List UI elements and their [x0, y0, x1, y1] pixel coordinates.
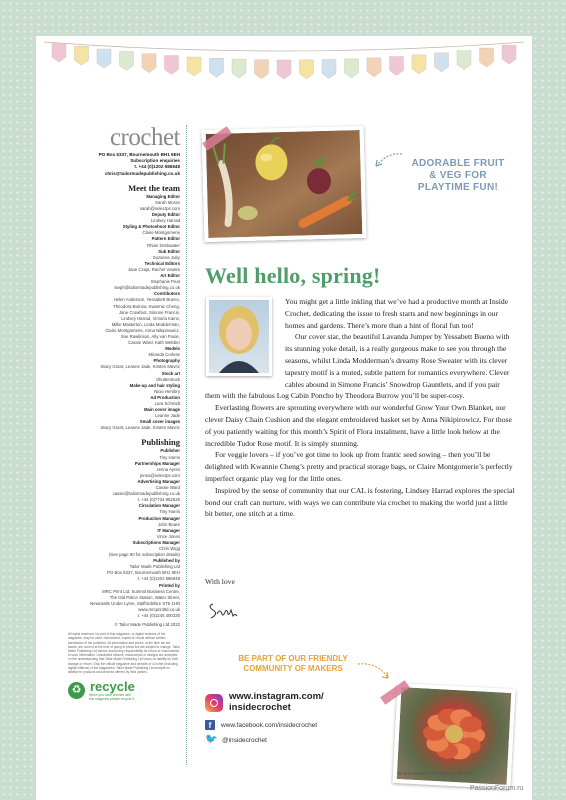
bunting-flag: [97, 49, 111, 68]
credit-role: Art Editor: [160, 273, 180, 279]
credit-role: Stock art: [161, 370, 180, 376]
credit-role: Main cover image: [143, 407, 180, 413]
credit-name: Jane Crowfoot, Simone Francis,: [118, 309, 180, 315]
credit-name: Jane Czaja, Rachel Vowles: [127, 266, 180, 272]
credit-role: Technical Editors: [144, 260, 180, 266]
editorial-paragraph: For veggie lovers – if you’ve got time to look up from frantic seed sowing – then you’ll be delighted with Kwannie Cheng’s pretty and practical storage bags, or Claire Montgomerie’s perfectly imperfect organic play veg for the little ones.: [205, 450, 513, 483]
twitter-icon: 🐦: [205, 734, 218, 745]
credit-name[interactable]: jenna@selectps.com: [140, 472, 180, 478]
credit-role: Ad Production: [150, 394, 180, 400]
credit-role: Models: [165, 346, 180, 352]
editorial-paragraph: You might get a little inkling that we’ve had a productive month at Inside Crochet, dedicating the issue to fresh starts and new beginnings in our homes and gardens. There’s more than a hint of floral fun too!: [285, 297, 508, 330]
bunting-flag: [435, 53, 449, 72]
masthead-sidebar: [68, 125, 180, 765]
bunting-flag: [232, 59, 246, 78]
bunting-flag: [300, 60, 314, 79]
masthead-address: PO Box 6337, Bournemouth BH1 9EH Subscription enquiries t. +44 (0)1202 586848 chris@tailormadepublishing.co.uk: [68, 152, 180, 177]
credit-name: Jenna Ayres: [156, 466, 180, 472]
credit-name: Stephanie Peat: [150, 279, 180, 285]
credit-name: Newcastle Under Lyme, Staffordshire ST5 1HN: [90, 600, 180, 606]
credit-role: Printed by: [158, 582, 180, 588]
bunting-flag: [480, 48, 494, 67]
callout-arrow-icon: [370, 150, 404, 174]
recycle-logo: ♻ recycle When you have finished with this magazine please recycle it.: [68, 680, 180, 701]
instagram-link[interactable]: www.instagram.com/ insidecrochet: [205, 692, 395, 713]
bunting-decoration: [36, 36, 532, 91]
credit-name: t. +44 (0)1245 400330: [137, 613, 180, 618]
copyright: © Tailor Made Publishing Ltd 2022: [114, 622, 180, 628]
editor-signature: [205, 598, 245, 624]
community-callout: BE PART OF OUR FRIENDLY COMMUNITY OF MAKERS: [238, 654, 348, 673]
bunting-flag: [390, 57, 404, 76]
credit-name: The Old Police Station, Water Street,: [109, 594, 180, 600]
credit-name: Lindsey Harrad, Victoria Kains,: [121, 315, 180, 321]
credit-name: t. +44 (0)1202 586848: [137, 576, 180, 582]
editorial-headline: Well hello, spring!: [205, 263, 381, 288]
credit-role: Small cover images: [139, 419, 180, 425]
credit-name: Theodora Burrow, Kwannie Cheng,: [113, 303, 180, 309]
publishing-heading: Publishing: [141, 437, 180, 448]
bunting-flag: [187, 57, 201, 76]
credit-name: Tiny Harris: [159, 509, 180, 515]
credit-role: Deputy Editor: [151, 212, 180, 218]
credit-name: Helen Anderson, Yessabett Bueno,: [113, 297, 180, 303]
bunting-flag: [255, 60, 269, 79]
credit-name: www.mrcprintltd.co.uk: [138, 606, 180, 612]
credit-name: Lindsey Harrad: [150, 218, 180, 224]
bunting-flag: [277, 60, 291, 79]
magazine-logo: crochet: [109, 124, 180, 151]
credit-name: John Beare: [158, 521, 180, 527]
credit-name: Vince Jones: [156, 533, 180, 539]
community-arrow-icon: [356, 660, 392, 684]
credit-name: Sarah Moran: [155, 199, 180, 205]
credit-name: Millie Masterton, Linda Modderman,: [111, 321, 180, 327]
credit-role: Published by: [153, 558, 180, 564]
bunting-flag: [52, 43, 66, 62]
credit-name[interactable]: steph@tailormadepublishing.co.uk: [114, 285, 180, 291]
credit-name: Leanne Jade: [155, 413, 180, 419]
bunting-flag: [457, 51, 471, 70]
team-list: [68, 194, 180, 432]
editorial-body: [205, 296, 516, 520]
legal-fine-print: All rights reserved. No part of this magazine, or digital versions of the magazine, may be used, reproduced, copied or resold without written permission of the publisher. All information and prices, at the time we are aware, are correct at the time of going to press but are subject to change. Tailor Made Publishing Ltd cannot accept any responsibility for errors or inaccuracies in such information. Unsolicited artwork, manuscripts or designs are accepted on the understanding that Tailor Made Publishing Ltd incurs no liability for their storage or return. Only the official magazine and website of Crochet (including digital editions) of the magazines. Tailor Made Publishing Ltd accepts no liability for products and services offered by third parties.: [68, 632, 180, 675]
credit-name: Claire Montgomerie, Anna Nikipirowicz,: [105, 327, 180, 333]
editorial-signoff: With love: [205, 577, 235, 586]
credit-name: (See page 80 for subscription details): [108, 552, 180, 558]
credit-name: Nicie Hembry: [154, 388, 180, 394]
editorial-paragraph: Everlasting flowers are sprouting everywhere with our wonderful Grow Your Own Blanket, our clever Daisy Chain Cushion and the elegant embroidered basket set by Anna Nikipirowicz. For those of you patiently waiting for this month’s Spirit of Flora instalment, have a little look below at the incredible Tudor Rose motif. It is simply stunning.: [205, 403, 512, 448]
bunting-flag: [120, 52, 134, 71]
page-footer: [398, 770, 472, 777]
credit-role: Contributors: [153, 291, 180, 297]
credit-name: Tailor Made Publishing Ltd: [129, 564, 180, 570]
bunting-flag: [322, 60, 336, 79]
recycle-icon: ♻: [68, 682, 85, 699]
credit-name: Chris Wigg: [158, 545, 180, 551]
bunting-flag: [502, 45, 516, 64]
bunting-flag: [165, 56, 179, 75]
bunting-flag: [345, 59, 359, 78]
crochet-fruit-veg-photo: [202, 126, 367, 242]
credit-name: Stacy Grant, Leanne Jade, Kirsten Mavric: [100, 425, 180, 431]
credit-name: Shutterstock: [156, 376, 180, 382]
credit-name: Cassie Ward, Kath Webber: [128, 340, 180, 346]
credit-role: Partnerships Manager: [134, 460, 180, 466]
credit-name: MRC Print Ltd, Summit Business Centre,: [102, 588, 180, 594]
credit-name: PO Box 6337, Bournemouth BH1 9EH: [107, 570, 180, 576]
instagram-icon: [205, 694, 223, 712]
twitter-link[interactable]: 🐦 @insidecrochet: [205, 734, 267, 745]
credit-name[interactable]: cassie@tailormadepublishing.co.uk: [112, 491, 180, 497]
credit-name: Sue Rawlinson, Ally van Poule,: [120, 333, 180, 339]
credit-role: Sub Editor: [158, 248, 180, 254]
bunting-flag: [367, 58, 381, 77]
credit-role: Production Manager: [138, 515, 180, 521]
facebook-link[interactable]: f www.facebook.com/insidecrochet: [205, 720, 395, 730]
credit-role: Styling & Photoshoot Editor: [122, 224, 180, 230]
credit-name: Claire Montgomerie: [142, 230, 180, 236]
credit-role: Managing Editor: [146, 193, 180, 199]
sidebar-divider: [186, 125, 187, 765]
credit-role: Circulation Manager: [138, 503, 180, 509]
bunting-flag: [210, 58, 224, 77]
credit-name: Tiny Harris: [159, 454, 180, 460]
footer-url[interactable]: www.insidecrochet.co.uk: [398, 770, 464, 777]
facebook-icon: f: [205, 720, 215, 730]
credit-name[interactable]: sarah@selectps.com: [139, 206, 180, 211]
credit-role: IT Manager: [157, 527, 180, 533]
team-heading: Meet the team: [128, 182, 180, 193]
credit-name: Lara Schmidt: [154, 401, 180, 406]
bunting-flag: [412, 55, 426, 74]
credit-name: Suzanne Juby: [152, 254, 180, 260]
credit-name: Rhian Drinkwater: [147, 242, 180, 248]
watermark: PassionForum.ru: [470, 785, 524, 792]
editorial-paragraph: Inspired by the sense of community that our CAL is fostering, Lindsey Harrad explores the special bond our craft can nurture, with ways we can contribute via crochet to making the world just a little bit better, one stitch at a time.: [205, 485, 515, 519]
social-links: [205, 692, 395, 745]
fruit-veg-callout: ADORABLE FRUIT & VEG FOR PLAYTIME FUN!: [411, 158, 505, 193]
credit-role: Photography: [153, 358, 180, 364]
page-number: 03: [465, 770, 472, 777]
credit-name: Miranda Corlese: [148, 352, 180, 358]
editorial-paragraph: Our cover star, the beautiful Lavanda Jumper by Yessabett Bueno with its stunning yoke detail, is a really gorgeous make to see you through the seasons, whilst Linda Modderman’s dreamy Rose Sweater with its clever tapestry motif is a muted, subtle pattern for romantics everywhere. Clever cables abound in Simone Francis’ Snowdrop Gauntlets, and if you pair them with the fabulous Log Cabin Poncho by Theodora Burrow you’ll be super-cosy.: [205, 332, 510, 401]
fruit-veg-illustration: [206, 130, 363, 238]
credit-role: Subscriptions Manager: [132, 539, 180, 545]
credit-name: t. +44 (0)7734 952626: [137, 497, 180, 503]
credit-name: Cassie Ward: [155, 485, 180, 491]
masthead-email[interactable]: chris@tailormadepublishing.co.uk: [104, 170, 180, 176]
credit-role: Publisher: [160, 448, 180, 454]
credit-role: Advertising Manager: [137, 478, 180, 484]
credit-role: Pattern Editor: [151, 236, 180, 242]
credit-name: Stacy Grant, Leanne Jade, Kirsten Mavric: [100, 364, 180, 370]
bunting-flag: [142, 54, 156, 73]
bunting-flag: [75, 46, 89, 65]
publishing-list: [68, 448, 180, 619]
credit-role: Make-up and hair styling: [129, 382, 180, 388]
